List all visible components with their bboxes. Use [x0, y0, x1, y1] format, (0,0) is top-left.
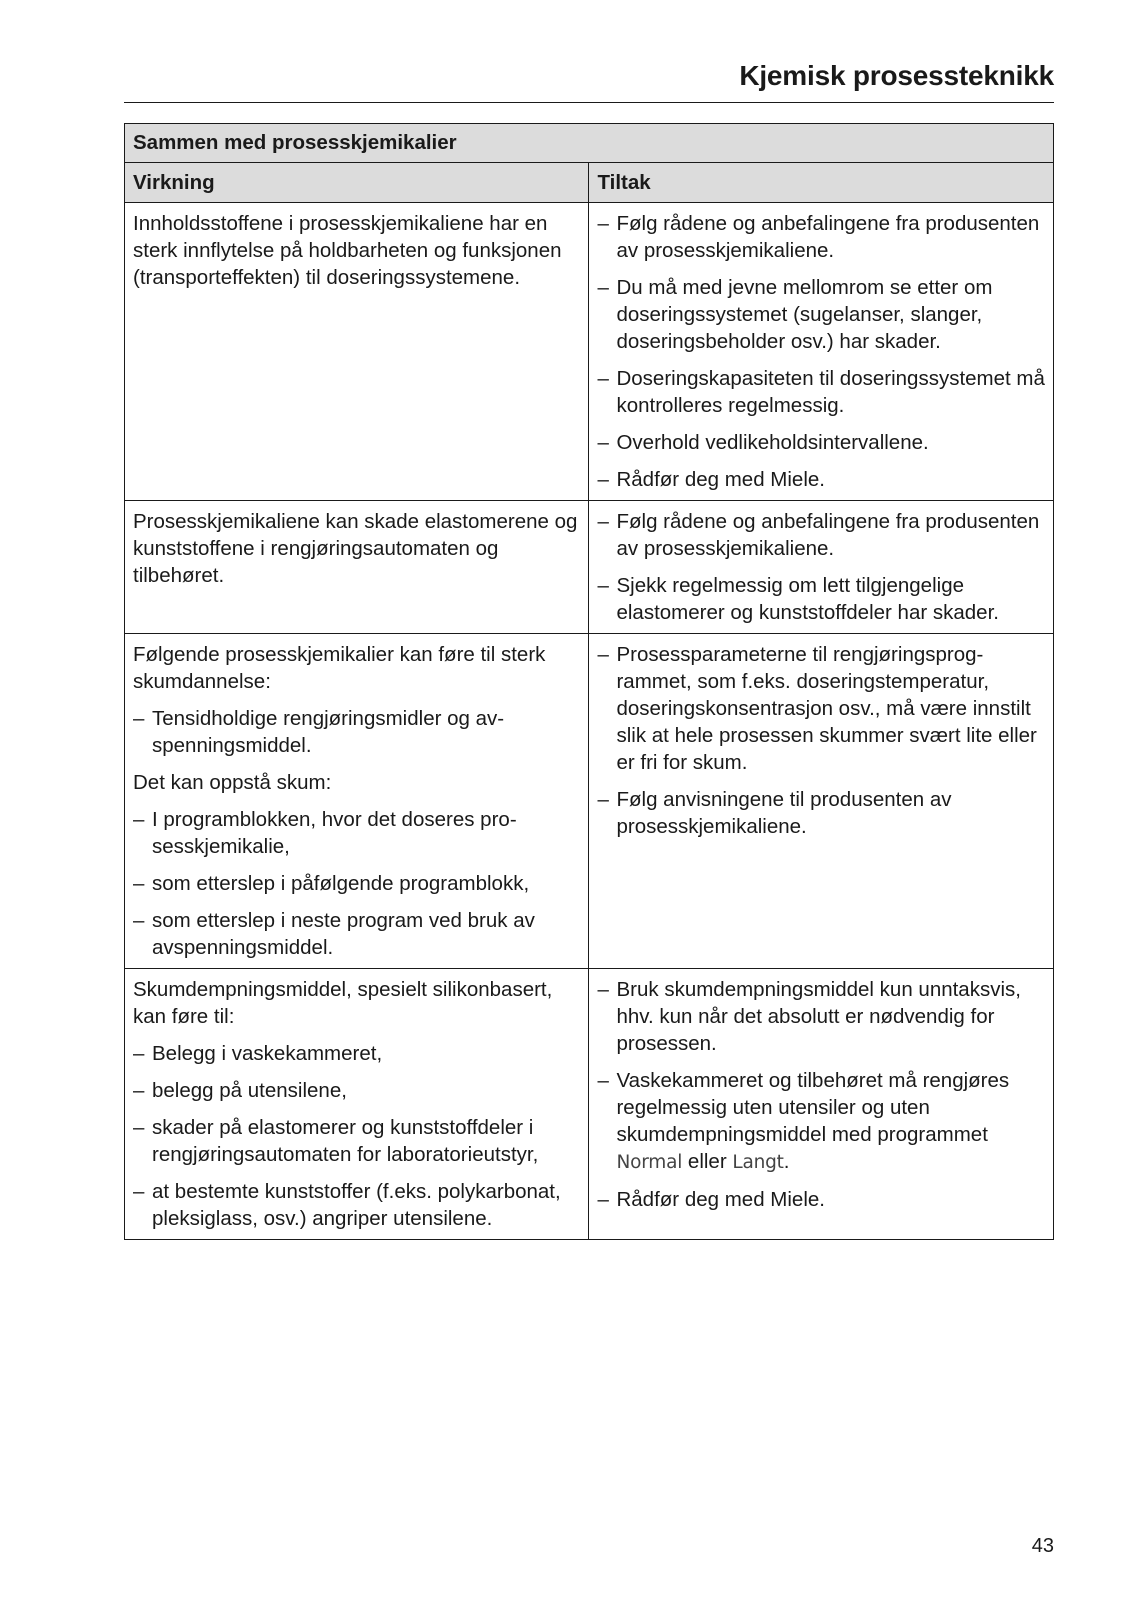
table-row [125, 634, 1054, 969]
list-item: – Doseringskapasiteten til doseringssystemet må kontrolleres regelmessig. [597, 367, 1045, 417]
list-item: – Sjekk regelmessig om lett tilgjengelige elastomerer og kunststoffdeler har skader. [597, 574, 999, 624]
effect-cell [125, 634, 589, 969]
list-item: – belegg på utensilene, [133, 1079, 347, 1102]
dash-bullet: – [597, 978, 609, 1001]
dash-bullet: – [597, 788, 609, 811]
page-title: Kjemisk prosessteknikk [739, 60, 1054, 91]
list-item: – som etterslep i neste program ved bruk av avspenningsmiddel. [133, 909, 535, 959]
measures-cell [589, 969, 1054, 1240]
dash-bullet: – [597, 431, 609, 454]
dash-bullet: – [133, 707, 145, 730]
dash-bullet: – [133, 1180, 145, 1203]
list-item: – Følg anvisningene til produsenten av prosesskjemikaliene. [597, 788, 952, 838]
measures-cell [589, 634, 1054, 969]
column-header-measures: Tiltak [589, 163, 1054, 203]
dash-bullet: – [133, 909, 145, 932]
program-name-langt: Langt [732, 1152, 784, 1173]
program-name-normal: Normal [616, 1152, 683, 1173]
dash-bullet: – [597, 367, 609, 390]
effect-text: Det kan oppstå skum: [133, 771, 332, 794]
list-item: – at bestemte kunststoffer (f.eks. polykarbonat, pleksiglass, osv.) angriper utensilene. [133, 1180, 561, 1230]
dash-bullet: – [133, 1079, 145, 1102]
dash-bullet: – [597, 1069, 609, 1092]
list-item: – Overhold vedlikeholdsintervallene. [597, 431, 929, 454]
list-item: – Rådfør deg med Miele. [597, 468, 825, 491]
dash-bullet: – [597, 1188, 609, 1211]
effect-cell [125, 203, 589, 501]
effect-text: Innholdsstoffene i prosesskjemikaliene har en sterk innflytelse på holdbarheten og funksjonen (transporteffekten) til doseringssystemene. [133, 212, 562, 289]
dash-bullet: – [597, 510, 609, 533]
dash-bullet: – [133, 1116, 145, 1139]
list-item: – Følg rådene og anbefalingene fra produsenten av prosesskjemikaliene. [597, 212, 1040, 262]
list-item: – I programblokken, hvor det doseres prosesskjemikalie, [133, 808, 517, 858]
list-item: – Rådfør deg med Miele. [597, 1188, 825, 1211]
measures-cell [589, 203, 1054, 501]
dash-bullet: – [597, 276, 609, 299]
list-item: – som etterslep i påfølgende programblokk, [133, 872, 530, 895]
dash-bullet: – [597, 574, 609, 597]
table-caption-row [125, 124, 1054, 163]
effect-text: Prosesskjemikaliene kan skade elastomerene og kunststoffene i rengjøringsautomaten og tilbehøret. [133, 510, 578, 587]
list-item: – Prosessparameterne til rengjøringsprogrammet, som f.eks. doseringstemperatur, doseringskonsentrasjon osv., må være innstilt slik at hele prosessen skummer svært lite eller er fri for skum. [597, 643, 1037, 774]
page-number: 43 [1031, 1535, 1054, 1557]
dash-bullet: – [597, 643, 609, 666]
dash-bullet: – [597, 212, 609, 235]
table-row [125, 969, 1054, 1240]
effect-text: Følgende prosesskjemikalier kan føre til sterk skumdannelse: [133, 643, 546, 693]
dash-bullet: – [133, 1042, 145, 1065]
column-header-row [125, 163, 1054, 203]
table-row [125, 501, 1054, 634]
list-item: – Du må med jevne mellomrom se etter om doseringssystemet (sugelanser, slanger, doseringsbeholder osv.) har skader. [597, 276, 993, 353]
list-item: – Belegg i vaskekammeret, [133, 1042, 383, 1065]
list-item: – Følg rådene og anbefalingene fra produsenten av prosesskjemikaliene. [597, 510, 1040, 560]
list-item: – Tensidholdige rengjøringsmidler og avspenningsmiddel. [133, 707, 505, 757]
list-item: – Bruk skumdempningsmiddel kun unntaksvis, hhv. kun når det absolutt er nødvendig for prosessen. [597, 978, 1021, 1055]
dash-bullet: – [133, 872, 145, 895]
effect-cell [125, 501, 589, 634]
measures-cell [589, 501, 1054, 634]
effect-cell [125, 969, 589, 1240]
effect-text: Skumdempningsmiddel, spesielt silikonbasert, kan føre til: [133, 978, 553, 1028]
dash-bullet: – [133, 808, 145, 831]
page-header [124, 60, 1054, 103]
list-item: – Vaskekammeret og tilbehøret må rengjøres regelmessig uten utensiler og uten skumdempningsmiddel med programmet Normal eller Langt. [597, 1069, 1010, 1173]
list-item: – skader på elastomerer og kunststoffdeler i rengjøringsautomaten for laboratorieutstyr, [133, 1116, 539, 1166]
table-caption: Sammen med prosesskjemikalier [125, 124, 1054, 163]
column-header-effect: Virkning [125, 163, 589, 203]
process-chemicals-table [124, 123, 1054, 1240]
table-row [125, 203, 1054, 501]
dash-bullet: – [597, 468, 609, 491]
